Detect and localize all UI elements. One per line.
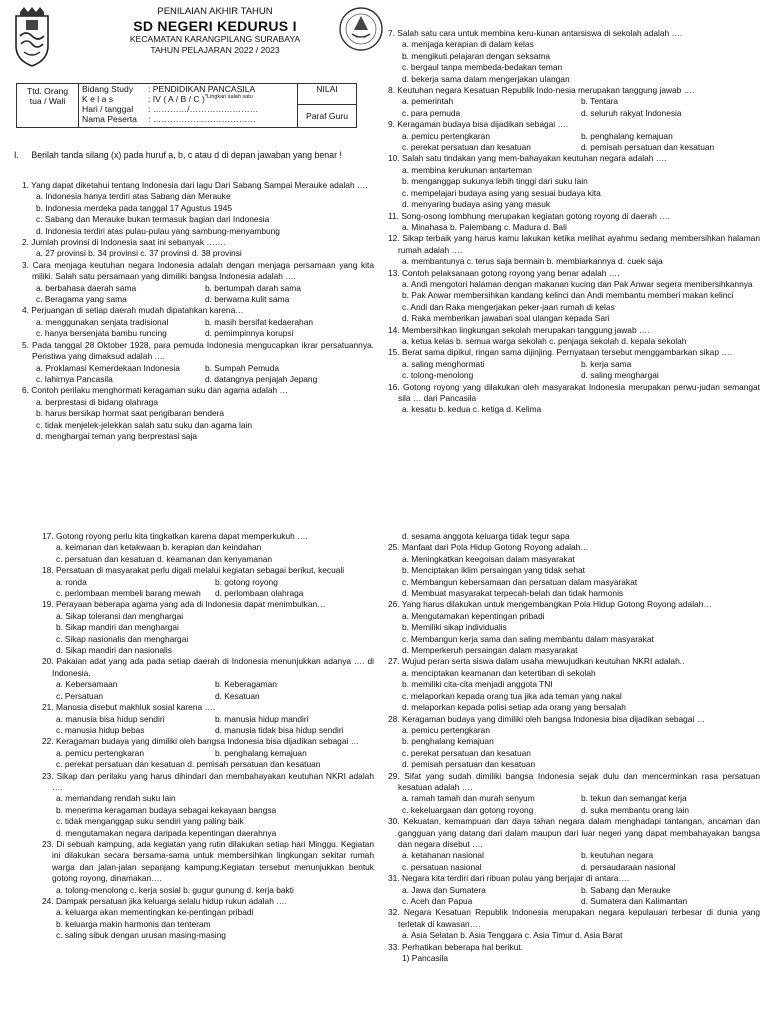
- answer-option[interactable]: c. tolong-menolong: [402, 370, 474, 381]
- school-name: SD NEGERI KEDURUS I: [133, 18, 297, 34]
- answer-option[interactable]: d. melaporkan kepada polisi setiap ada orang yang bersalah: [402, 702, 626, 713]
- answer-option[interactable]: c. perekat persatuan dan kesatuan: [402, 142, 531, 153]
- answer-option-row: [388, 850, 760, 861]
- answer-option[interactable]: c. para pemuda: [402, 107, 461, 118]
- exam-page-2: [0, 525, 768, 1024]
- question-text: 29. Sifat yang sudah dimiliki bangsa Indonesia sejak dulu dan mencerminkan rasa persatuan kesatuan adalah ….: [388, 770, 760, 792]
- questions-column-2: [388, 28, 760, 416]
- instruction: I. Berilah tanda silang (x) pada huruf a, b, c atau d di depan jawaban yang benar !: [14, 150, 342, 160]
- answer-option[interactable]: d. saling menghargai: [581, 370, 659, 381]
- answer-option[interactable]: c. Membangun kebersamaan dan persatuan dalam masyarakat: [402, 576, 638, 587]
- answer-option[interactable]: a. ketua kelas b. semua warga sekolah c. penjaga sekolah d. kepala sekolah: [402, 335, 687, 346]
- tut-wuri-handayani-icon: [338, 6, 384, 52]
- answer-option[interactable]: c. Sabang dan Merauke bukan termasuk bagian dari Indonesia: [36, 214, 270, 225]
- question-text: 32. Negara Kesatuan Republik Indonesia merupakan negara kepulauan terbesar di dunia yang terletak di kawasan….: [388, 907, 760, 929]
- question-text: 19. Perayaan beberapa agama yang ada di Indonesia dapat menimbulkan…: [42, 599, 326, 610]
- answer-option[interactable]: c. Membangun kerja sama dan saling membantu dalam masyarakat: [402, 633, 654, 644]
- answer-option[interactable]: b. memiliki cita-cita menjadi anggota TNI: [402, 679, 553, 690]
- answer-option[interactable]: a. pemerintah: [402, 96, 454, 107]
- date-row: Hari / tanggal : …………/……………………: [79, 104, 298, 114]
- answer-option[interactable]: a. pemicu pertengkaran: [56, 747, 144, 758]
- answer-option[interactable]: a. menciptakan keamanan dan ketertiban di sekolah: [402, 667, 596, 678]
- answer-option[interactable]: b. keluarga makin harmonis dan tenteram: [56, 918, 211, 929]
- answer-option[interactable]: d. berwarna kulit sama: [205, 294, 290, 305]
- answer-option-row: [42, 748, 374, 759]
- answer-option[interactable]: a. Asia Selatan b. Asia Tenggara c. Asia Timur d. Asia Barat: [402, 930, 623, 941]
- surabaya-crest-icon: [12, 6, 52, 68]
- answer-option[interactable]: b. gotong royong: [215, 576, 278, 587]
- answer-option[interactable]: d. menghargai teman yang berprestasi saja: [36, 430, 198, 441]
- questions-column-3: [42, 531, 374, 942]
- answer-option[interactable]: 1) Pancasila: [402, 953, 449, 964]
- answer-option[interactable]: a. kesatu b. kedua c. ketiga d. Kelima: [402, 404, 542, 415]
- answer-option[interactable]: b. penghalang kemajuan: [215, 747, 307, 758]
- question-text: 31. Negara kita terdiri dari ribuan pulau yang berjajar di antara….: [388, 873, 630, 884]
- answer-option-row: [388, 96, 760, 107]
- answer-option[interactable]: b. Pak Anwar membersihkan kandang kelinci dan Andi membantu memberi makan kelinci: [402, 290, 734, 301]
- question-text: 5. Pada tanggal 28 Oktober 1928, para pemuda Indonesia mengucapkan ikrar persatuannya. Peristiwa yang dimaksud adalah ….: [22, 339, 374, 362]
- answer-option[interactable]: d. perlombaan olahraga: [215, 588, 304, 599]
- question-text: 12. Sikap terbaik yang harus kamu lakukan ketika melihat ayahmu sedang membersihkan halaman rumah adalah ….: [388, 233, 760, 255]
- answer-option[interactable]: c. mempelajari budaya asing yang sesuai budaya kita: [402, 187, 601, 198]
- answer-option[interactable]: a. ronda: [56, 576, 87, 587]
- question-text: 28. Keragaman budaya yang dimiliki oleh bangsa Indonesia bisa dijadikan sebagai …: [388, 713, 706, 724]
- question-text: 22. Keragaman budaya yang dimiliki oleh bangsa Indonesia bisa dijadikan sebagai …: [42, 736, 360, 747]
- answer-option[interactable]: c. tidak menjelek-jelekkan salah satu suku dan agama lain: [36, 419, 253, 430]
- answer-option[interactable]: b. keutuhan negara: [581, 850, 654, 861]
- answer-option-row: [22, 294, 374, 305]
- answer-option[interactable]: d. Indonesia terdiri atas pulau-pulau yang sambung-menyambung: [36, 225, 280, 236]
- answer-option-row: [42, 577, 374, 588]
- answer-option-row: [388, 885, 760, 896]
- answer-option[interactable]: a. Proklamasi Kemerdekaan Indonesia: [36, 362, 180, 373]
- page-gap: [0, 497, 768, 525]
- answer-option[interactable]: d. Sikap mandiri dan nasionalis: [56, 645, 172, 656]
- answer-option[interactable]: b. Tentara: [581, 96, 619, 107]
- question-text: 20. Pakaian adat yang ada pada setiap daerah di Indonesia menunjukkan adanya …. di Indonesia.: [42, 656, 374, 678]
- answer-option[interactable]: d. mengutamakan negara daripada kepentingan daerahnya: [56, 827, 277, 838]
- parent-signature-box: Ttd. Orang tua / Wali: [17, 84, 79, 128]
- answer-option[interactable]: d. seluruh rakyat Indonesia: [581, 107, 682, 118]
- answer-option[interactable]: b. bertumpah darah sama: [205, 282, 301, 293]
- answer-option[interactable]: c. Persatuan: [56, 690, 104, 701]
- answer-option[interactable]: c. tidak menganggap suku sendiri yang paling baik: [56, 816, 244, 827]
- question-text: 23. Sikap dan perilaku yang harus dihindari dan membahayakan keutuhan NKRI adalah ….: [42, 770, 374, 792]
- answer-option[interactable]: d. Raka memberikan jawaban soal ulangan kepada Sari: [402, 313, 610, 324]
- answer-option[interactable]: b. masih bersifat kedaerahan: [205, 316, 314, 327]
- question-text: 24. Dampak persatuan jika keluarga selalu hidup rukun adalah ….: [42, 896, 287, 906]
- class-row: K e l a s : IV ( A / B / C )$^{*Lingkari salah satu}$: [79, 94, 298, 104]
- student-info-table: [16, 83, 357, 128]
- answer-option[interactable]: b. penghalang kemajuan: [402, 736, 494, 747]
- question-text: 17. Gotong royong perlu kita tingkatkan karena dapat memperkukuh ….: [42, 531, 308, 541]
- question-text: 33. Perhatikan beberapa hal berikut.: [388, 941, 524, 952]
- answer-option[interactable]: c. Andi dan Raka mengerjakan peker-jaan rumah di kelas: [402, 301, 615, 312]
- answer-option[interactable]: a. ramah tamah dan murah senyum: [402, 793, 535, 804]
- question-text: 30. Kekuatan, kemampuan dan daya tahan negara dalam menghadapi tantangan, ancaman dan gangguan yang datang dari dalam maupun dari luar negeri yang dapat membahayakan bangsa dan negara disebut ….: [388, 816, 760, 849]
- answer-option[interactable]: a. menjaga kerapian di dalam kelas: [402, 39, 534, 50]
- answer-option[interactable]: c. lahirnya Pancasila: [36, 373, 113, 384]
- question-text: 7. Salah satu cara untuk membina keru-kunan antarsiswa di sekolah adalah ….: [388, 28, 683, 38]
- answer-option-row: [42, 679, 374, 690]
- answer-option[interactable]: b. Menciptakan iklim persaingan yang tidak sehat: [402, 565, 585, 576]
- question-text: 3. Cara menjaga keutuhan negara Indonesia adalah dengan menjaga persamaan yang kita miliki. Salah satu persamaan yang dimiliki bangsa Indonesia adalah ….: [22, 259, 374, 282]
- answer-option-row: [388, 805, 760, 816]
- answer-option[interactable]: c. persatuan nasional: [402, 861, 482, 872]
- answer-option[interactable]: a. berprestasi di bidang olahraga: [36, 396, 158, 407]
- answer-option[interactable]: a. Andi mengotori halaman dengan makanan kucing dan Pak Anwar segera membersihkannya: [402, 278, 753, 289]
- question-text: 6. Contoh perilaku menghormati keragaman suku dan agama adalah …: [22, 385, 288, 396]
- question-text: 26. Yang harus dilakukan untuk mengembangkan Pola Hidup Gotong Royong adalah…: [388, 599, 712, 610]
- question-text: 23. Di sebuah kampung, ada kegiatan yang rutin dilakukan setiap hari Minggu. Kegiatan ini dilakukan secara bersama-sama untuk membersihkan lingkungan sekitar rumah warga dan jalan-jalan sepanjang kampung.Kegiatan tersebut menunjukkan bentuk gotong royong, dinamakan….: [42, 838, 374, 884]
- answer-option[interactable]: c. Sikap nasionalis dan menghargai: [56, 633, 189, 644]
- answer-option[interactable]: a. ketahanan nasional: [402, 850, 484, 861]
- answer-option[interactable]: a. membina kerukunan antarteman: [402, 164, 532, 175]
- answer-option[interactable]: c. Aceh dan Papua: [402, 896, 473, 906]
- answer-option[interactable]: a. pemicu pertengkaran: [402, 130, 490, 141]
- answer-option[interactable]: c. bergaul tanpa membeda-bedakan teman: [402, 62, 563, 73]
- answer-option[interactable]: c. manusia hidup bebas: [56, 724, 145, 735]
- answer-option[interactable]: a. Meningkatkan keegoisan dalam masyarakat: [402, 553, 575, 564]
- name-row: Nama Peserta : ………………………………: [79, 114, 298, 128]
- teacher-signature-box: Paraf Guru: [298, 104, 357, 128]
- answer-option[interactable]: d. persaudaraan nasional: [581, 861, 676, 872]
- questions-column-4: [388, 531, 760, 964]
- exam-header: [95, 6, 335, 56]
- exam-page-1: [0, 0, 768, 497]
- question-text: 4. Perjuangan di setiap daerah mudah dipatahkan karena…: [22, 305, 244, 316]
- answer-option[interactable]: d. pemisah persatuan dan kesatuan: [402, 759, 536, 770]
- question-text: 16. Gotong royong yang dilakukan oleh masyarakat Indonesia merupakan perwu-judan semangat sila … dari Pancasila: [388, 381, 760, 403]
- answer-option[interactable]: d. Kesatuan: [215, 690, 260, 701]
- answer-option[interactable]: a. saling menghormati: [402, 358, 485, 369]
- answer-option[interactable]: a. manusia bisa hidup sendiri: [56, 713, 165, 724]
- answer-option[interactable]: a. pemicu pertengkaran: [402, 724, 490, 735]
- answer-option[interactable]: a. tolong-menolong c. kerja sosial b. gugur gunung d. kerja bakti: [56, 884, 294, 895]
- question-text: 18. Persatuan di masyarakat perlu digali melalui kegiatan sebagai berikut, kecuali: [42, 565, 345, 576]
- answer-option[interactable]: b. penghalang kemajuan: [581, 130, 673, 141]
- answer-option[interactable]: b. manusia hidup mandiri: [215, 713, 309, 724]
- answer-option[interactable]: d. pemimpinnya korupsi: [205, 328, 294, 339]
- question-text: 21. Manusia disebut makhluk sosial karena ….: [42, 702, 216, 713]
- answer-option[interactable]: b. Sumpah Pemuda: [205, 362, 280, 373]
- answer-option[interactable]: d. bekerja sama dalam mengerjakan ulangan: [402, 73, 570, 84]
- answer-option[interactable]: d. pemisah persatuan dan kesatuan: [581, 142, 715, 153]
- answer-option-row: [22, 363, 374, 374]
- answer-option[interactable]: b. Sabang dan Merauke: [581, 884, 671, 895]
- answer-option[interactable]: c. melaporkan kepada orang tua jika ada teman yang nakal: [402, 690, 622, 701]
- question-text: 1. Yang dapat diketahui tentang Indonesia dari lagu Dari Sabang Sampai Merauke adalah ….: [22, 180, 368, 190]
- answer-option[interactable]: a. 27 provinsi b. 34 provinsi c. 37 provinsi d. 38 provinsi: [36, 248, 242, 259]
- question-text: 8. Keutuhan negara Kesatuan Republik Indo-nesia merupakan tanggung jawab ….: [388, 85, 695, 96]
- answer-option-row: [388, 862, 760, 873]
- answer-option-row: [22, 317, 374, 328]
- answer-option-row: [388, 370, 760, 381]
- question-text: 10. Salah satu tindakan yang mem-bahayakan keutuhan negara adalah ….: [388, 153, 667, 164]
- answer-option[interactable]: a. Indonesia hanya terdiri atas Sabang dan Merauke: [36, 191, 231, 202]
- question-text: 11. Song-osong lombhung merupakan kegiatan gotong royong di daerah ….: [388, 210, 670, 221]
- answer-option[interactable]: d. datangnya penjajah Jepang: [205, 373, 318, 384]
- answer-option[interactable]: c. saling sibuk dengan urusan masing-masing: [56, 930, 226, 941]
- answer-option[interactable]: b. tekun dan semangat kerja: [581, 793, 687, 804]
- answer-option[interactable]: c. perlombaan membeli barang mewah: [56, 588, 201, 599]
- score-box: NILAI: [298, 84, 357, 105]
- answer-option-row: [22, 328, 374, 339]
- answer-option[interactable]: a. Mengutamakan kepentingan pribadi: [402, 610, 545, 621]
- answer-option[interactable]: a. Minahasa b. Palembang c. Madura d. Bali: [402, 221, 567, 232]
- answer-option[interactable]: b. menerima keragaman budaya sebagai kekayaan bangsa: [56, 804, 277, 815]
- answer-option[interactable]: a. Kebersamaan: [56, 679, 118, 690]
- answer-option[interactable]: d. menyaring budaya asing yang masuk: [402, 199, 551, 210]
- question-text: 14. Membersihkan lingkungan sekolah merupakan tanggung jawab ….: [388, 324, 650, 335]
- answer-option[interactable]: b. Keberagaman: [215, 679, 277, 690]
- answer-option-row: [42, 588, 374, 599]
- answer-option-row: [42, 691, 374, 702]
- answer-option[interactable]: c. persatuan dan kesatuan d. keamanan dan kenyamanan: [56, 553, 273, 564]
- question-text: 27. Wujud peran serta siswa dalam usaha mewujudkan keutuhan NKRI adalah..: [388, 656, 685, 667]
- answer-option-row: [388, 108, 760, 119]
- answer-option[interactable]: c. perekat persatuan dan kesatuan: [402, 747, 531, 758]
- answer-option[interactable]: d. Memperkeruh persaingan dalam masyarakat: [402, 645, 578, 656]
- answer-option[interactable]: a. berbahasa daerah sama: [36, 282, 137, 293]
- question-text: 9. Keragaman budaya bisa dijadikan sebagai ….: [388, 119, 569, 130]
- answer-option-row: [388, 896, 760, 907]
- answer-option[interactable]: a. Sikap toleransi dan menghargai: [56, 610, 184, 621]
- subject-row: Bidang Study : PENDIDIKAN PANCASILA: [79, 84, 298, 95]
- district-name: KECAMATAN KARANGPILANG SURABAYA: [129, 34, 301, 44]
- answer-option[interactable]: d. Sumatera dan Kalimantan: [581, 896, 688, 906]
- answer-option[interactable]: c. perekat persatuan dan kesatuan d. pemisah persatuan dan kesatuan: [56, 759, 321, 770]
- school-year: TAHUN PELAJARAN 2022 / 2023: [150, 45, 280, 55]
- answer-option[interactable]: d. sesama anggota keluarga tidak tegur sapa: [402, 531, 570, 541]
- answer-option[interactable]: d. manusia tidak bisa hidup sendiri: [215, 724, 344, 735]
- question-text: 25. Manfaat dari Pola Hidup Gotong Royong adalah…: [388, 542, 589, 553]
- answer-option-row: [388, 793, 760, 804]
- answer-option[interactable]: a. menggunakan senjata tradisional: [36, 316, 169, 327]
- answer-option[interactable]: b. menganggap sukunya lebih tinggi dari suku lain: [402, 176, 588, 187]
- answer-option[interactable]: b. Indonesia merdeka pada tanggal 17 Agustus 1945: [36, 202, 233, 213]
- answer-option[interactable]: b. harus bersikap hormat saat pengibaran bendera: [36, 408, 225, 419]
- exam-title: PENILAIAN AKHIR TAHUN: [157, 6, 273, 17]
- answer-option[interactable]: c. Beragama yang sama: [36, 294, 127, 305]
- answer-option[interactable]: a. Jawa dan Sumatera: [402, 884, 486, 895]
- answer-option[interactable]: a. keluarga akan mementingkan ke-pentingan pribadi: [56, 907, 254, 918]
- answer-option[interactable]: b. Memiliki sikap individualis: [402, 622, 507, 633]
- answer-option-row: [388, 131, 760, 142]
- answer-option[interactable]: d. Membuat masyarakat terpecah-belah dan tidak harmonis: [402, 588, 624, 599]
- answer-option[interactable]: c. hanya bersenjata bambu runcing: [36, 328, 167, 339]
- answer-option[interactable]: b. kerja sama: [581, 358, 632, 369]
- answer-option[interactable]: c. kekeluargaan dan gotong royong: [402, 804, 534, 815]
- question-text: 15. Berat sama dipikul, ringan sama dijinjing. Pernyataan tersebut menggambarkan sikap ….: [388, 347, 733, 358]
- question-text: 2. Jumlah provinsi di Indonesia saat ini sebanyak …….: [22, 237, 226, 248]
- answer-option[interactable]: b. mengikuti pelajaran dengan seksama: [402, 50, 551, 61]
- answer-option-row: [22, 283, 374, 294]
- answer-option[interactable]: a. keimanan dan ketakwaan b. kerapian dan keindahan: [56, 542, 262, 553]
- answer-option-row: [388, 359, 760, 370]
- answer-option-row: [22, 374, 374, 385]
- question-text: 13. Contoh pelaksanaan gotong royong yang benar adalah ….: [388, 267, 620, 278]
- answer-option[interactable]: d. suka membantu orang lain: [581, 804, 690, 815]
- answer-option[interactable]: a. membantunya c. terus saja bermain b. membiarkannya d. cuek saja: [402, 256, 663, 267]
- answer-option-row: [388, 142, 760, 153]
- answer-option[interactable]: a. memandang rendah suku lain: [56, 793, 176, 804]
- questions-column-1: [22, 180, 374, 442]
- answer-option-row: [42, 725, 374, 736]
- answer-option-row: [42, 714, 374, 725]
- answer-option[interactable]: b. Sikap mandiri dan menghargai: [56, 622, 179, 633]
